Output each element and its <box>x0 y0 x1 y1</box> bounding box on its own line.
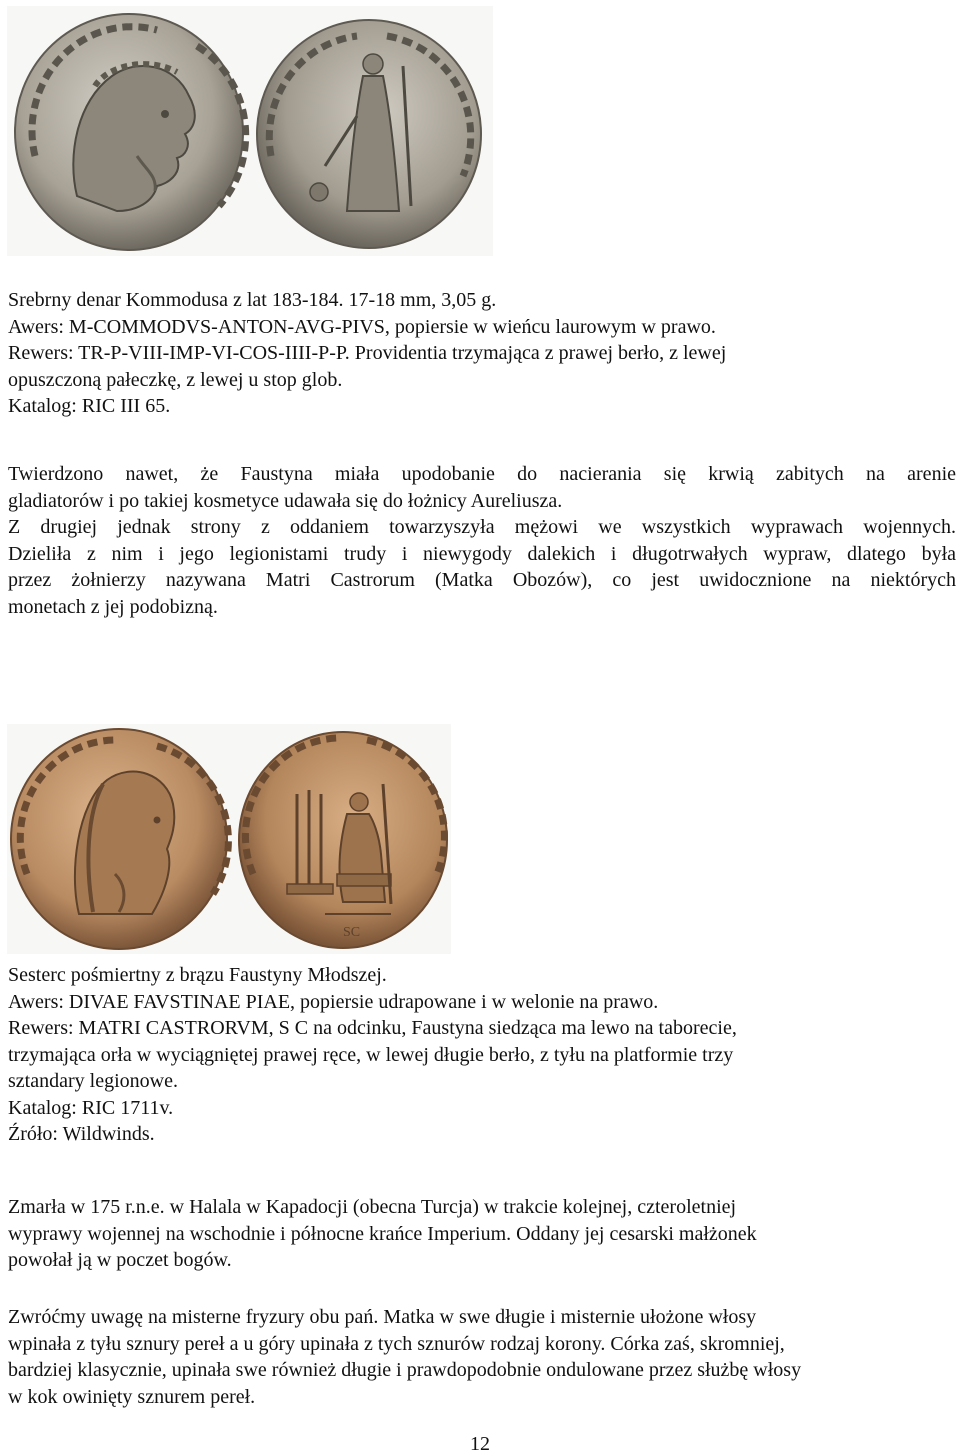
body-line: Twierdzono nawet, że Faustyna miała upodobanie do nacierania się krwią zabitych na arenie <box>8 463 956 485</box>
caption-line: Katalog: RIC 1711v. <box>8 1096 174 1119</box>
body-line: Dzieliła z nim i jego legionistami trudy i niewygody dalekich i długotrwałych wypraw, dlatego była <box>8 542 956 565</box>
hairstyles-paragraph <box>8 1304 956 1410</box>
body-line: bardziej klasycznie, upinała swe również długie i prawdopodobnie ondulowane przez służbę włosy <box>8 1359 802 1381</box>
caption-line: sztandary legionowe. <box>8 1070 178 1092</box>
caption-line: Awers: M-COMMODVS-ANTON-AVG-PIVS, popiersie w wieńcu laurowym w prawo. <box>8 315 716 338</box>
body-line: wyprawy wojennej na wschodnie i północne krańce Imperium. Oddany jej cesarski małżonek <box>8 1222 757 1245</box>
faustina-sestertius-photo <box>7 724 451 954</box>
faustina-death-paragraph <box>8 1194 956 1274</box>
caption-line: Źróło: Wildwinds. <box>8 1123 155 1145</box>
commodus-coin-caption <box>8 287 956 420</box>
caption-line: Rewers: MATRI CASTRORVM, S C na odcinku, Faustyna siedząca ma lewo na taborecie, <box>8 1017 737 1039</box>
body-line: powołał ją w poczet bogów. <box>8 1249 232 1271</box>
caption-line: Sesterc pośmiertny z brązu Faustyny Młodszej. <box>8 964 387 986</box>
body-line: w kok owinięty sznurem pereł. <box>8 1385 256 1408</box>
commodus-denarius-image <box>7 6 493 256</box>
caption-line: Rewers: TR-P-VIII-IMP-VI-COS-IIII-P-P. Providentia trzymająca z prawej berło, z lewej <box>8 342 727 364</box>
caption-line: Awers: DIVAE FAVSTINAE PIAE, popiersie udrapowane i w welonie na prawo. <box>8 990 659 1013</box>
caption-line: opuszczoną pałeczkę, z lewej u stop glob. <box>8 368 343 391</box>
page-number: 12 <box>470 1433 490 1455</box>
faustina-obverse-coin <box>11 729 228 949</box>
commodus-denarius-photo <box>7 6 493 256</box>
body-line: Zmarła w 175 r.n.e. w Halala w Kapadocji (obecna Turcja) w trakcie kolejnej, czteroletniej <box>8 1196 737 1218</box>
commodus-obverse-coin <box>15 14 246 250</box>
faustina-reverse-coin <box>239 732 447 948</box>
body-line: Z drugiej jednak strony z oddaniem towarzyszyła mężowi we wszystkich wyprawach wojennych. <box>8 516 956 538</box>
caption-line: trzymająca orła w wyciągniętej prawej ręce, w lewej długie berło, z tyłu na platformie trzy <box>8 1043 734 1066</box>
faustina-story-paragraph <box>8 461 956 620</box>
body-line: Zwróćmy uwagę na misterne fryzury obu pań. Matka w swe długie i misternie ułożone włosy <box>8 1306 757 1328</box>
caption-line: Katalog: RIC III 65. <box>8 395 171 417</box>
body-line: wpinała z tyłu sznury pereł a u góry upinała z tych sznurów rodzaj korony. Córka zaś, skromniej, <box>8 1332 785 1355</box>
body-line: gladiatorów i po takiej kosmetyce udawała się do łożnicy Aureliusza. <box>8 489 563 512</box>
faustina-sestertius-image <box>7 724 451 954</box>
body-line: przez żołnierzy nazywana Matri Castrorum (Matka Obozów), co jest uwidocznione na niektórych <box>8 569 956 591</box>
caption-line: Srebrny denar Kommodusa z lat 183-184. 17-18 mm, 3,05 g. <box>8 289 497 311</box>
faustina-coin-caption <box>8 962 956 1148</box>
body-line: monetach z jej podobizną. <box>8 595 218 618</box>
sc-exergue-icon: SC <box>343 925 361 940</box>
commodus-reverse-coin <box>257 20 481 248</box>
